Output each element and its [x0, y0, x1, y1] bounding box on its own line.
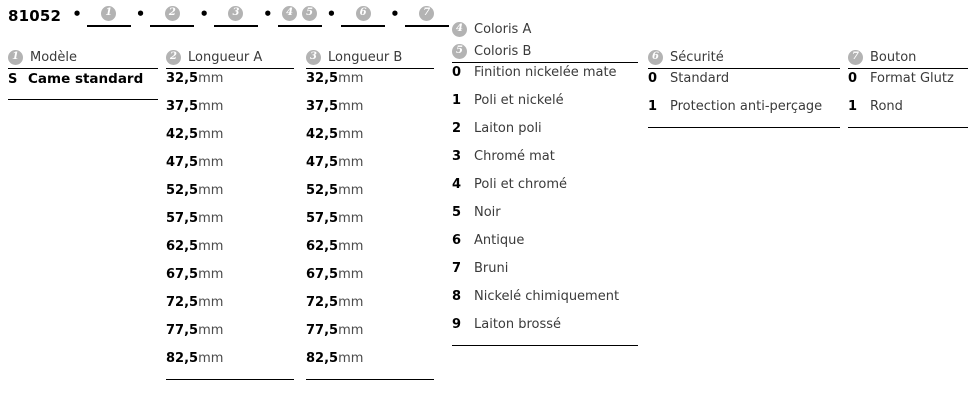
- row-value-number: 52,5: [166, 183, 199, 198]
- row-value-unit: mm: [338, 155, 364, 170]
- table-row[interactable]: [306, 127, 434, 155]
- row-value: Noir: [474, 205, 501, 220]
- table-row[interactable]: [166, 183, 294, 211]
- row-value-unit: mm: [198, 127, 224, 142]
- row-value-number: 47,5: [306, 155, 339, 170]
- code-line: [8, 2, 449, 30]
- badge-3-icon: 3: [306, 50, 321, 65]
- row-key: 9: [452, 317, 462, 332]
- row-value-unit: mm: [198, 183, 224, 198]
- table-row[interactable]: [306, 295, 434, 323]
- slot-3-underline: [214, 25, 258, 27]
- slot-4-5-underline: [278, 25, 322, 27]
- column-coloris-b-header: [452, 40, 638, 63]
- row-key: 0: [452, 65, 462, 80]
- row-value-number: 57,5: [166, 211, 199, 226]
- row-value-unit: mm: [198, 267, 224, 282]
- column-longueur-a-header: [166, 46, 294, 69]
- column-longueur-b-title: Longueur B: [328, 49, 403, 65]
- table-row[interactable]: [166, 323, 294, 351]
- row-value-number: 72,5: [166, 295, 199, 310]
- row-value: Format Glutz: [870, 71, 954, 86]
- row-value: Poli et chromé: [474, 177, 567, 192]
- table-row[interactable]: [306, 351, 434, 380]
- code-slot-6[interactable]: [341, 6, 385, 27]
- code-separator: •: [199, 4, 209, 23]
- row-value-number: 82,5: [306, 351, 339, 366]
- row-value-number: 57,5: [306, 211, 339, 226]
- row-value: Protection anti-perçage: [670, 99, 823, 114]
- row-key: 3: [452, 149, 462, 164]
- row-value-unit: mm: [338, 99, 364, 114]
- row-value-number: 67,5: [166, 267, 199, 282]
- badge-2-icon: 2: [165, 6, 180, 21]
- table-row[interactable]: [848, 71, 968, 99]
- row-value-number: 32,5: [166, 71, 199, 86]
- row-key: 0: [648, 71, 658, 86]
- table-row[interactable]: [166, 127, 294, 155]
- table-row[interactable]: [306, 155, 434, 183]
- row-key: 1: [452, 93, 462, 108]
- table-row[interactable]: [848, 99, 968, 128]
- row-value-number: 37,5: [166, 99, 199, 114]
- code-separator: •: [135, 4, 146, 23]
- row-value-unit: mm: [338, 183, 364, 198]
- code-slot-2[interactable]: [150, 6, 194, 27]
- row-value-number: 42,5: [166, 127, 199, 142]
- column-longueur-b: [306, 46, 434, 380]
- table-row[interactable]: [166, 295, 294, 323]
- column-coloris-rows: [452, 65, 638, 346]
- badge-7-icon: 7: [848, 50, 863, 65]
- row-value-unit: mm: [198, 351, 224, 366]
- code-slot-3[interactable]: [214, 6, 258, 27]
- badge-4-icon: 4: [452, 22, 467, 37]
- column-longueur-b-rows: [306, 71, 434, 380]
- column-modele-rows: [8, 71, 158, 100]
- column-bouton-title: Bouton: [870, 49, 917, 65]
- row-value-unit: mm: [198, 155, 224, 170]
- row-value-number: 32,5: [306, 71, 339, 86]
- row-value-unit: mm: [338, 71, 364, 86]
- row-key: S: [8, 72, 18, 87]
- table-row[interactable]: [452, 121, 638, 149]
- row-key: 0: [848, 71, 858, 86]
- row-value: Came standard: [28, 71, 144, 87]
- code-separator: •: [72, 4, 82, 23]
- base-code: 81052: [8, 7, 62, 25]
- code-slot-1[interactable]: [87, 6, 131, 27]
- table-row[interactable]: [306, 323, 434, 351]
- badge-1-icon: 1: [101, 6, 116, 21]
- table-row[interactable]: [648, 99, 840, 128]
- row-value-number: 62,5: [166, 239, 199, 254]
- row-value-number: 62,5: [306, 239, 339, 254]
- table-row[interactable]: [452, 65, 638, 93]
- row-key: 8: [452, 289, 462, 304]
- badge-2-icon: 2: [166, 50, 181, 65]
- column-securite-title: Sécurité: [670, 49, 724, 65]
- row-key: 7: [452, 261, 462, 276]
- badge-6-icon: 6: [648, 50, 663, 65]
- table-row[interactable]: [306, 239, 434, 267]
- table-row[interactable]: [166, 239, 294, 267]
- row-value-number: 77,5: [306, 323, 339, 338]
- table-row[interactable]: [166, 211, 294, 239]
- table-row[interactable]: [166, 99, 294, 127]
- table-row[interactable]: [452, 289, 638, 317]
- row-value-unit: mm: [338, 323, 364, 338]
- row-key: 1: [648, 99, 658, 114]
- table-row[interactable]: [306, 183, 434, 211]
- column-longueur-a-title: Longueur A: [188, 49, 263, 65]
- table-row[interactable]: [8, 71, 158, 100]
- code-slot-4-5[interactable]: [278, 6, 322, 27]
- row-value: Bruni: [474, 261, 509, 276]
- row-value-unit: mm: [198, 323, 224, 338]
- table-row[interactable]: [306, 211, 434, 239]
- slot-1-underline: [87, 25, 131, 27]
- row-value: Chromé mat: [474, 149, 555, 164]
- row-key: 1: [848, 99, 858, 114]
- table-row[interactable]: [452, 93, 638, 121]
- table-row[interactable]: [452, 233, 638, 261]
- row-key: 2: [452, 121, 462, 136]
- code-separator: •: [390, 4, 400, 23]
- row-value: Standard: [670, 71, 730, 86]
- table-row[interactable]: [452, 317, 638, 346]
- row-value-unit: mm: [338, 351, 364, 366]
- column-longueur-b-header: [306, 46, 434, 69]
- row-value: Rond: [870, 99, 903, 114]
- row-value: Laiton brossé: [474, 317, 562, 332]
- column-longueur-a: [166, 46, 294, 380]
- column-bouton-rows: [848, 71, 968, 128]
- column-modele-header: [8, 46, 158, 69]
- row-value-unit: mm: [338, 239, 364, 254]
- row-key: 5: [452, 205, 462, 220]
- column-modele: [8, 46, 158, 100]
- row-value-unit: mm: [198, 239, 224, 254]
- badge-4-icon: 4: [282, 6, 297, 21]
- column-coloris-b-title: Coloris B: [474, 43, 532, 59]
- code-separator: •: [326, 4, 337, 23]
- table-row[interactable]: [306, 71, 434, 99]
- table-row[interactable]: [166, 351, 294, 380]
- row-value-unit: mm: [198, 99, 224, 114]
- row-value-number: 42,5: [306, 127, 339, 142]
- table-row[interactable]: [306, 267, 434, 295]
- badge-5-icon: 5: [452, 44, 467, 59]
- slot-7-underline: [405, 25, 449, 27]
- row-value-unit: mm: [198, 71, 224, 86]
- table-row[interactable]: [166, 71, 294, 99]
- badge-3-icon: 3: [228, 6, 243, 21]
- column-securite-header: [648, 46, 840, 69]
- column-bouton: [848, 46, 968, 128]
- code-slot-7[interactable]: [405, 6, 449, 27]
- row-value: Nickelé chimiquement: [474, 289, 620, 304]
- row-value-number: 67,5: [306, 267, 339, 282]
- table-row[interactable]: [452, 177, 638, 205]
- row-value-number: 72,5: [306, 295, 339, 310]
- code-separator: •: [262, 4, 273, 23]
- column-modele-title: Modèle: [30, 49, 78, 65]
- row-value-unit: mm: [338, 295, 364, 310]
- table-row[interactable]: [648, 71, 840, 99]
- badge-5-icon: 5: [302, 6, 317, 21]
- row-value-unit: mm: [198, 295, 224, 310]
- row-value: Laiton poli: [474, 121, 542, 136]
- slot-6-underline: [341, 25, 385, 27]
- table-row[interactable]: [452, 261, 638, 289]
- badge-7-icon: 7: [419, 6, 434, 21]
- table-row[interactable]: [166, 155, 294, 183]
- table-row[interactable]: [452, 205, 638, 233]
- column-securite: [648, 46, 840, 128]
- column-coloris-a-title: Coloris A: [474, 21, 532, 37]
- column-longueur-a-rows: [166, 71, 294, 380]
- table-row[interactable]: [306, 99, 434, 127]
- table-row[interactable]: [166, 267, 294, 295]
- slot-2-underline: [150, 25, 194, 27]
- badge-1-icon: 1: [8, 50, 23, 65]
- column-coloris-a-header: [452, 18, 638, 40]
- row-value: Finition nickelée mate: [474, 65, 617, 80]
- column-coloris: [452, 18, 638, 346]
- badge-6-icon: 6: [356, 6, 371, 21]
- row-value-unit: mm: [198, 211, 224, 226]
- row-value-number: 77,5: [166, 323, 199, 338]
- row-key: 4: [452, 177, 462, 192]
- column-bouton-header: [848, 46, 968, 69]
- row-value-number: 47,5: [166, 155, 199, 170]
- row-value-unit: mm: [338, 127, 364, 142]
- row-value-unit: mm: [338, 267, 364, 282]
- row-value-number: 82,5: [166, 351, 199, 366]
- table-row[interactable]: [452, 149, 638, 177]
- row-value-number: 52,5: [306, 183, 339, 198]
- row-value-unit: mm: [338, 211, 364, 226]
- row-key: 6: [452, 233, 462, 248]
- row-value-number: 37,5: [306, 99, 339, 114]
- row-value: Antique: [474, 233, 525, 248]
- column-securite-rows: [648, 71, 840, 128]
- row-value: Poli et nickelé: [474, 93, 564, 108]
